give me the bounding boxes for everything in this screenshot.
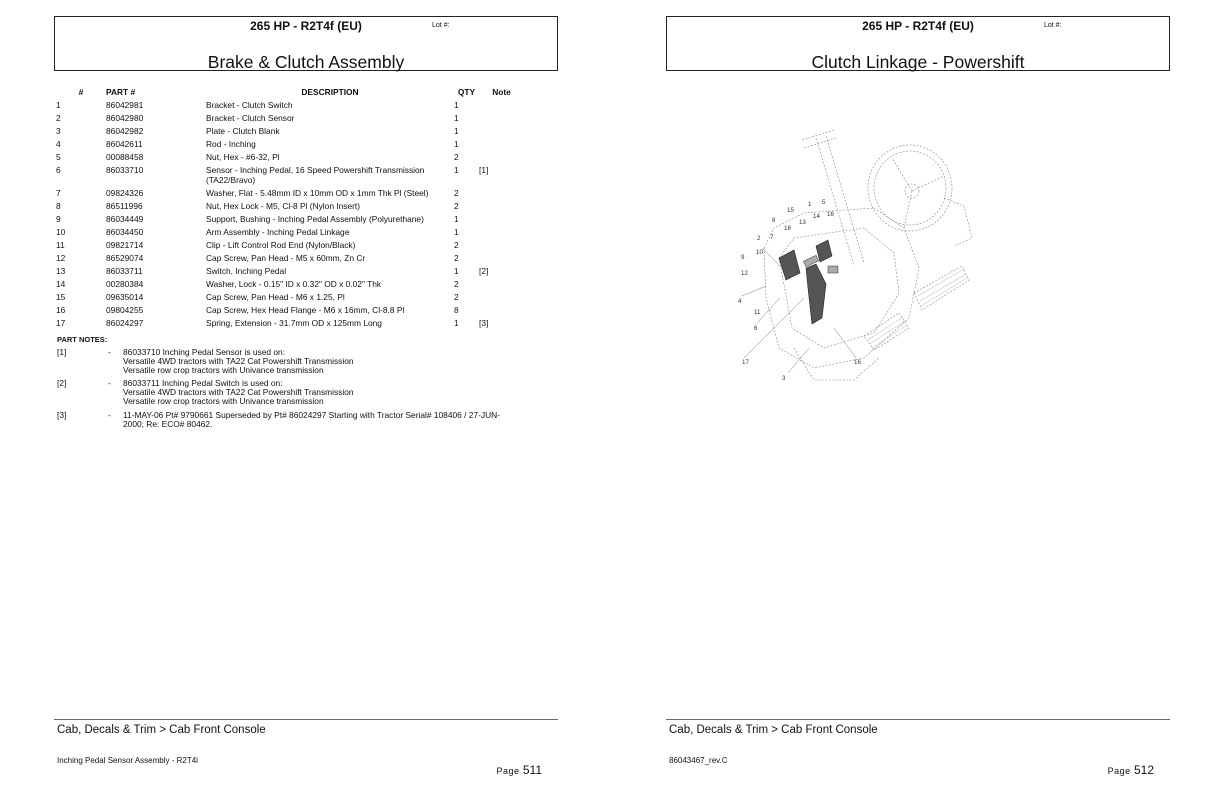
cell-qty: 1 — [454, 113, 459, 123]
cell-desc: Cap Screw, Hex Head Flange - M6 x 16mm, Cl-8.8 Pl — [206, 305, 405, 315]
cell-num: 13 — [56, 266, 66, 276]
cell-note: [1] — [479, 165, 489, 175]
callout-label: 11 — [754, 309, 761, 316]
cell-num: 7 — [56, 188, 61, 198]
left-model-title: 265 HP - R2T4f (EU) — [250, 19, 362, 33]
table-row — [56, 240, 524, 253]
cell-desc: Rod - Inching — [206, 139, 256, 149]
note-line: 86033711 Inching Pedal Switch is used on: — [123, 378, 283, 388]
cell-note — [479, 292, 524, 305]
cell-part: 00088458 — [106, 152, 144, 162]
callout-label: 16 — [784, 225, 791, 232]
cell-desc: Cap Screw, Pan Head - M6 x 1.25, Pl — [206, 292, 345, 302]
note-text — [123, 379, 537, 407]
cell-part: 86033710 — [106, 165, 144, 175]
callout-label: 6 — [754, 325, 758, 332]
cell-desc: Support, Bushing - Inching Pedal Assembly (Polyurethane) — [206, 214, 424, 224]
cell-num: 14 — [56, 279, 66, 289]
cell-note — [479, 188, 524, 201]
left-page-number — [496, 763, 542, 777]
note-dash: - — [108, 410, 111, 420]
table-row — [56, 126, 524, 139]
cell-part: 86034449 — [106, 214, 144, 224]
parts-table-header — [56, 87, 524, 100]
cell-part: 86042611 — [106, 139, 143, 149]
table-row — [56, 139, 524, 152]
cell-part: 86042981 — [106, 100, 144, 110]
callout-label: 14 — [813, 213, 820, 220]
note-line: Versatile row crop tractors with Univance transmission — [123, 365, 324, 376]
cell-part: 86042980 — [106, 113, 144, 123]
callout-label: 8 — [772, 217, 776, 224]
cell-num: 9 — [56, 214, 61, 224]
parts-table — [56, 87, 524, 331]
cell-qty: 1 — [454, 266, 459, 276]
right-footer-rule — [666, 719, 1170, 720]
cell-note — [479, 214, 524, 227]
cell-desc: Bracket - Clutch Switch — [206, 100, 293, 110]
cell-part: 09635014 — [106, 292, 144, 302]
cell-note — [479, 126, 524, 139]
note-ref: [2] — [57, 378, 67, 388]
left-footer-rule — [54, 719, 558, 720]
right-footer-subtitle: 86043467_rev.C — [669, 756, 728, 765]
table-row — [56, 188, 524, 201]
header-num: # — [78, 87, 84, 97]
cell-num: 6 — [56, 165, 61, 175]
callout-label: 13 — [799, 219, 806, 226]
cell-desc: Plate - Clutch Blank — [206, 126, 280, 136]
cell-qty: 1 — [454, 100, 459, 110]
cell-desc: Arm Assembly - Inching Pedal Linkage — [206, 227, 350, 237]
table-row — [56, 113, 524, 126]
note-line: Versatile 4WD tractors with TA22 Cat Powershift Transmission — [123, 387, 354, 398]
cell-desc: Switch, Inching Pedal — [206, 266, 287, 276]
callout-label: 3 — [782, 375, 786, 382]
cell-num: 16 — [56, 305, 66, 315]
cell-qty: 2 — [454, 240, 459, 250]
cell-note — [479, 152, 524, 165]
cell-num: 4 — [56, 139, 61, 149]
cell-desc: Nut, Hex Lock - M5, Cl-8 Pl (Nylon Insert) — [206, 201, 361, 211]
table-row — [56, 201, 524, 214]
right-header-box — [666, 16, 1170, 71]
callout-label: 16 — [827, 211, 834, 218]
left-page-word: Page — [496, 766, 520, 776]
part-notes-title: PART NOTES: — [57, 335, 108, 344]
cell-note — [479, 201, 524, 214]
cell-qty: 2 — [454, 253, 459, 263]
header-qty: QTY — [457, 87, 476, 97]
table-row — [56, 279, 524, 292]
cell-desc: Washer, Flat - 5.48mm ID x 10mm OD x 1mm Thk Pl (Steel) — [206, 188, 429, 198]
right-page-number — [1108, 763, 1154, 777]
header-desc: DESCRIPTION — [301, 87, 359, 97]
cell-part: 86024297 — [106, 318, 144, 328]
note-text — [123, 411, 537, 429]
cell-note: [3] — [479, 318, 489, 328]
cell-num: 3 — [56, 126, 61, 136]
cell-part: 09804255 — [106, 305, 144, 315]
table-row — [56, 253, 524, 266]
callout-label: 10 — [756, 249, 763, 256]
callout-label: 12 — [741, 270, 748, 277]
cell-qty: 1 — [454, 126, 459, 136]
left-footer-subtitle: Inching Pedal Sensor Assembly - R2T4i — [57, 756, 198, 765]
table-row — [56, 152, 524, 165]
right-lot-label: Lot #: — [1044, 22, 1062, 29]
cell-part: 86033711 — [106, 266, 143, 276]
note-text — [123, 348, 537, 376]
cell-num: 5 — [56, 152, 61, 162]
cell-num: 1 — [56, 100, 61, 110]
callout-label: 17 — [742, 359, 749, 366]
cell-qty: 1 — [454, 227, 459, 237]
left-page-num: 511 — [522, 763, 542, 777]
clutch-linkage-diagram — [704, 118, 1004, 388]
cell-qty: 8 — [454, 305, 459, 315]
cell-desc: Bracket - Clutch Sensor — [206, 113, 295, 123]
cell-note — [479, 305, 524, 318]
cell-part: 86042982 — [106, 126, 144, 136]
cell-desc: Nut, Hex - #6-32, Pl — [206, 152, 280, 162]
cell-num: 11 — [56, 240, 65, 250]
callout-label: 9 — [741, 254, 745, 261]
cell-desc: Spring, Extension - 31.7mm OD x 125mm Long — [206, 318, 382, 328]
table-row — [56, 305, 524, 318]
left-header-box — [54, 16, 558, 71]
parts-table-body — [56, 100, 524, 331]
cell-note: [2] — [479, 266, 489, 276]
note-line: 86033710 Inching Pedal Sensor is used on: — [123, 347, 286, 357]
note-line: Versatile 4WD tractors with TA22 Cat Powershift Transmission — [123, 356, 354, 367]
cell-desc: Washer, Lock - 0.15" ID x 0.32" OD x 0.02" Thk — [206, 279, 382, 289]
cell-qty: 1 — [454, 139, 459, 149]
right-page-num: 512 — [1133, 763, 1154, 777]
cell-num: 12 — [56, 253, 66, 263]
cell-qty: 1 — [454, 318, 459, 328]
cell-part: 86511996 — [106, 201, 143, 211]
right-page-title: Clutch Linkage - Powershift — [811, 52, 1025, 72]
cell-qty: 2 — [454, 292, 459, 302]
header-part: PART # — [106, 87, 136, 97]
cell-num: 8 — [56, 201, 61, 211]
cell-num: 10 — [56, 227, 66, 237]
cell-qty: 2 — [454, 152, 459, 162]
callout-label: 1 — [808, 201, 812, 208]
callout-label: 16 — [854, 359, 861, 366]
table-row — [56, 266, 524, 279]
cell-desc: Sensor - Inching Pedal, 16 Speed Powershift Transmission (TA22/Bravo) — [206, 165, 425, 185]
cell-num: 2 — [56, 113, 61, 123]
note-dash: - — [108, 347, 111, 357]
cell-qty: 2 — [454, 201, 459, 211]
table-row — [56, 318, 524, 331]
cell-note — [479, 113, 524, 126]
callout-label: 5 — [822, 199, 826, 206]
table-row — [56, 100, 524, 113]
cell-qty: 2 — [454, 188, 459, 198]
cell-note — [479, 279, 524, 292]
note-dash: - — [108, 378, 111, 388]
note-ref: [3] — [57, 410, 67, 420]
note-line: Versatile row crop tractors with Univance transmission — [123, 396, 324, 407]
right-page — [612, 0, 1224, 792]
cell-part: 86034450 — [106, 227, 144, 237]
callout-label: 2 — [757, 235, 761, 242]
right-page-word: Page — [1107, 766, 1131, 776]
cell-qty: 1 — [454, 165, 459, 175]
table-row — [56, 227, 524, 240]
cell-qty: 2 — [454, 279, 459, 289]
right-breadcrumb: Cab, Decals & Trim > Cab Front Console — [669, 724, 878, 736]
left-page-title: Brake & Clutch Assembly — [207, 52, 405, 72]
cell-note — [479, 100, 524, 113]
cell-note — [479, 240, 524, 253]
table-row — [56, 292, 524, 305]
cell-desc: Clip - Lift Control Rod End (Nylon/Black) — [206, 240, 356, 250]
left-breadcrumb: Cab, Decals & Trim > Cab Front Console — [57, 724, 266, 736]
right-model-title: 265 HP - R2T4f (EU) — [862, 19, 974, 33]
table-row — [56, 165, 524, 188]
cell-part: 00280384 — [106, 279, 144, 289]
cell-part: 86529074 — [106, 253, 144, 263]
note-line: 11-MAY-06 Pt# 9790661 Superseded by Pt# 86024297 Starting with Tractor Serial# 108406 / 27-JUN- — [123, 410, 500, 420]
cell-num: 17 — [56, 318, 66, 328]
left-lot-label: Lot #: — [432, 22, 450, 29]
cell-desc: Cap Screw, Pan Head - M5 x 60mm, Zn Cr — [206, 253, 366, 263]
callout-label: 7 — [770, 234, 774, 241]
header-note: Note — [492, 87, 511, 97]
callout-label: 15 — [787, 207, 794, 214]
callout-label: 4 — [738, 298, 742, 305]
note-line: 2000; Re: ECO# 80462. — [123, 419, 213, 430]
cell-qty: 1 — [454, 214, 459, 224]
note-ref: [1] — [57, 347, 67, 357]
cell-note — [479, 253, 524, 266]
cell-part: 09821714 — [106, 240, 144, 250]
table-row — [56, 214, 524, 227]
cell-num: 15 — [56, 292, 66, 302]
cell-note — [479, 139, 524, 152]
cell-note — [479, 227, 524, 240]
cell-part: 09824326 — [106, 188, 144, 198]
